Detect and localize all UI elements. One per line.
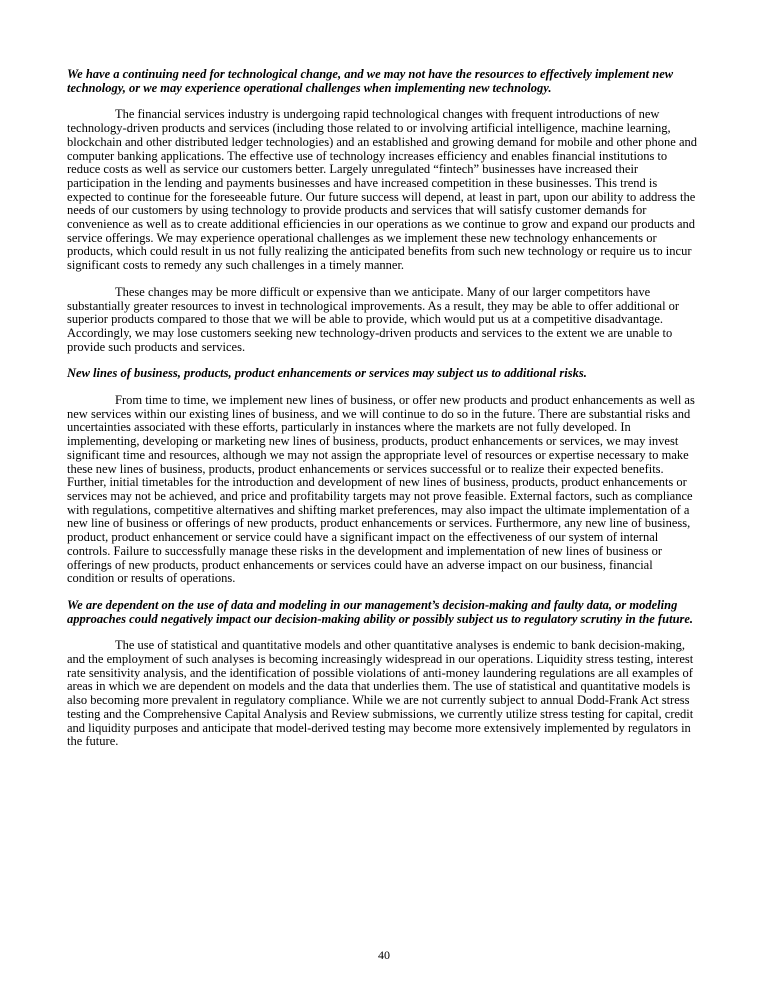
paragraph-financial-services-technology: The financial services industry is undergoing rapid technological changes with frequent introductions of new technology-driven products and services (including those related to or involving artificial intelligence, machine learning, blockchain and other distributed ledger technologies) and an established and growing demand for mobile and other phone and computer banking applications. The effective use of technology increases efficiency and enables financial institutions to reduce costs as well as service our customers better. Largely unregulated “fintech” businesses have increased their participation in the lending and payments businesses and have increased competition in these businesses. This trend is expected to continue for the foreseeable future. Our future success will depend, at least in part, upon our ability to address the needs of our customers by using technology to provide products and services that will satisfy customer demands for convenience as well as to create additional efficiencies in our operations as we continue to grow and expand our products and service offerings. We may experience operational challenges as we implement these new technology enhancements or products, which could result in us not fully realizing the anticipated benefits from such new technology or require us to incur significant costs to remedy any such challenges in a timely manner. <box>67 107 698 273</box>
page-number: 40 <box>378 948 390 963</box>
risk-factor-heading-data-and-modeling: We are dependent on the use of data and modeling in our management’s decision-making and faulty data, or modeling approaches could negatively impact our decision-making ability or possibly subject us to regulatory scrutiny in the future. <box>67 597 694 626</box>
paragraph-statistical-quantitative-models: The use of statistical and quantitative models and other quantitative analyses is endemic to bank decision-making, and the employment of such analyses is becoming increasingly widespread in our operations. Liquidity stress testing, interest rate sensitivity analysis, and the identification of possible violations of anti-money laundering regulations are all examples of areas in which we are dependent on models and the data that underlies them. The use of statistical and quantitative models is also becoming more prevalent in regulatory compliance. While we are not currently subject to annual Dodd-Frank Act stress testing and the Comprehensive Capital Analysis and Review submissions, we currently utilize stress testing for capital, credit and liquidity purposes and anticipate that model-derived testing may become more extensively implemented by regulators in the future. <box>67 638 694 749</box>
risk-factor-heading-new-lines-of-business: New lines of business, products, product enhancements or services may subject us to additional risks. <box>67 366 587 381</box>
paragraph-changes-difficult-expensive: These changes may be more difficult or expensive than we anticipate. Many of our larger competitors have substantially greater resources to invest in technological improvements. As a result, they may be able to offer additional or superior products compared to those that we will be able to provide, which would put us at a competitive disadvantage. Accordingly, we may lose customers seeking new technology-driven products and services to the extent we are unable to provide such products and services. <box>67 284 680 354</box>
risk-factor-heading-technological-change: We have a continuing need for technological change, and we may not have the resources to effectively implement new technology, or we may experience operational challenges when implementing new technology. <box>67 67 674 95</box>
paragraph-new-lines-of-business: From time to time, we implement new lines of business, or offer new products and product enhancements as well as new services within our existing lines of business, and we will continue to do so in the future. There are substantial risks and uncertainties associated with these efforts, particularly in instances where the markets are not fully developed. In implementing, developing or marketing new lines of business, products, product enhancements or services, we may invest significant time and resources, although we may not assign the appropriate level of resources or expertise necessary to make these new lines of business, products, product enhancements or services successful or to realize their expected benefits. Further, initial timetables for the introduction and development of new lines of business, products, product enhancements or services may not be achieved, and price and profitability targets may not prove feasible. External factors, such as compliance with regulations, competitive alternatives and shifting market preferences, may also impact the ultimate implementation of a new line of business or offerings of new products, product enhancements or services. Furthermore, any new line of business, product, product enhancement or service could have a significant impact on the effectiveness of our system of internal controls. Failure to successfully manage these risks in the development and implementation of new lines of business or offerings of new products, product enhancements or services could have an adverse impact on our business, financial condition or results of operations. <box>67 393 695 586</box>
